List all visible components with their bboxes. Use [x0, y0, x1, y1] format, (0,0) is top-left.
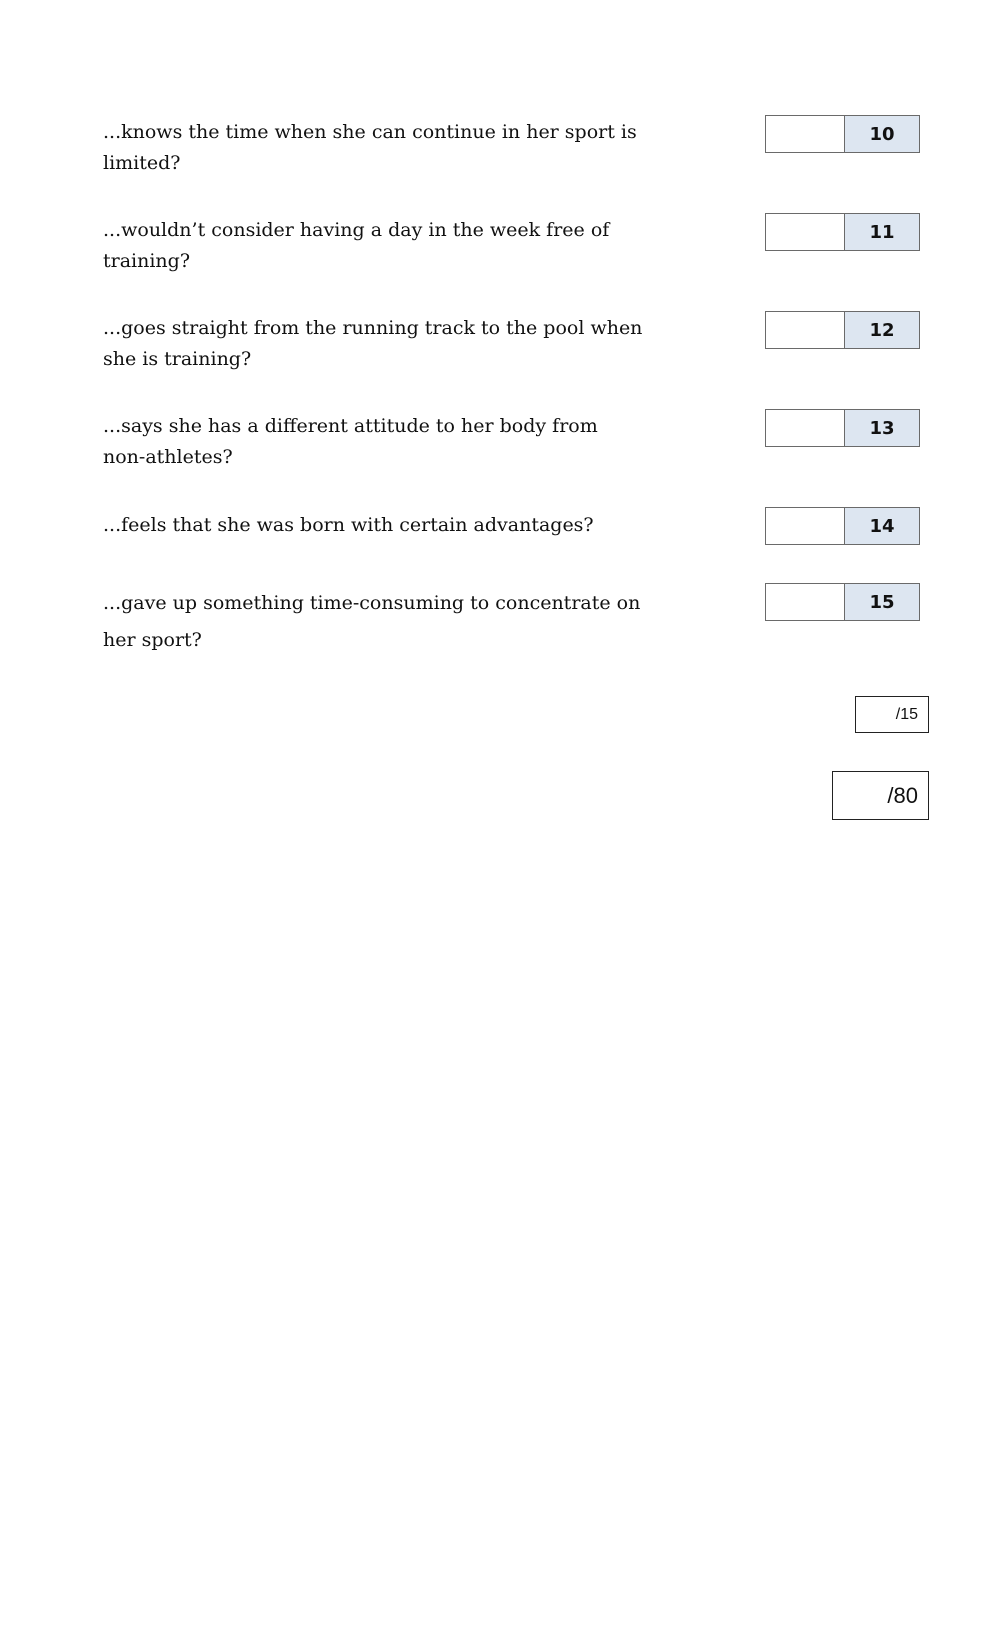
answer-input-13[interactable]	[766, 410, 845, 446]
answer-box-13	[765, 409, 920, 447]
answer-input-15[interactable]	[766, 584, 845, 620]
section-score-box	[855, 696, 929, 733]
answer-input-11[interactable]	[766, 214, 845, 250]
answer-box-11	[765, 213, 920, 251]
total-score-label: /80	[887, 782, 918, 808]
question-number-14: 14	[845, 508, 919, 544]
answer-box-10	[765, 115, 920, 153]
question-text-15: ...gave up something time-consuming to concentrate on her sport?	[103, 592, 641, 651]
question-text-12: ...goes straight from the running track to the pool when she is training?	[103, 317, 643, 370]
question-text-10: ...knows the time when she can continue in her sport is limited?	[103, 121, 637, 174]
answer-box-15	[765, 583, 920, 621]
total-score-box	[832, 771, 929, 820]
question-text-13: ...says she has a different attitude to her body from non-athletes?	[103, 415, 598, 468]
question-text-11: ...wouldn’t consider having a day in the week free of training?	[103, 219, 610, 272]
total-score-input[interactable]	[833, 787, 887, 805]
answer-box-14	[765, 507, 920, 545]
question-number-12: 12	[845, 312, 919, 348]
answer-box-12	[765, 311, 920, 349]
section-score-label: /15	[895, 705, 918, 723]
section-score-input[interactable]	[856, 706, 896, 724]
question-number-15: 15	[845, 584, 919, 620]
question-text-14: ...feels that she was born with certain advantages?	[103, 514, 594, 536]
question-number-11: 11	[845, 214, 919, 250]
question-number-10: 10	[845, 116, 919, 152]
answer-input-12[interactable]	[766, 312, 845, 348]
answer-input-10[interactable]	[766, 116, 845, 152]
answer-input-14[interactable]	[766, 508, 845, 544]
question-number-13: 13	[845, 410, 919, 446]
